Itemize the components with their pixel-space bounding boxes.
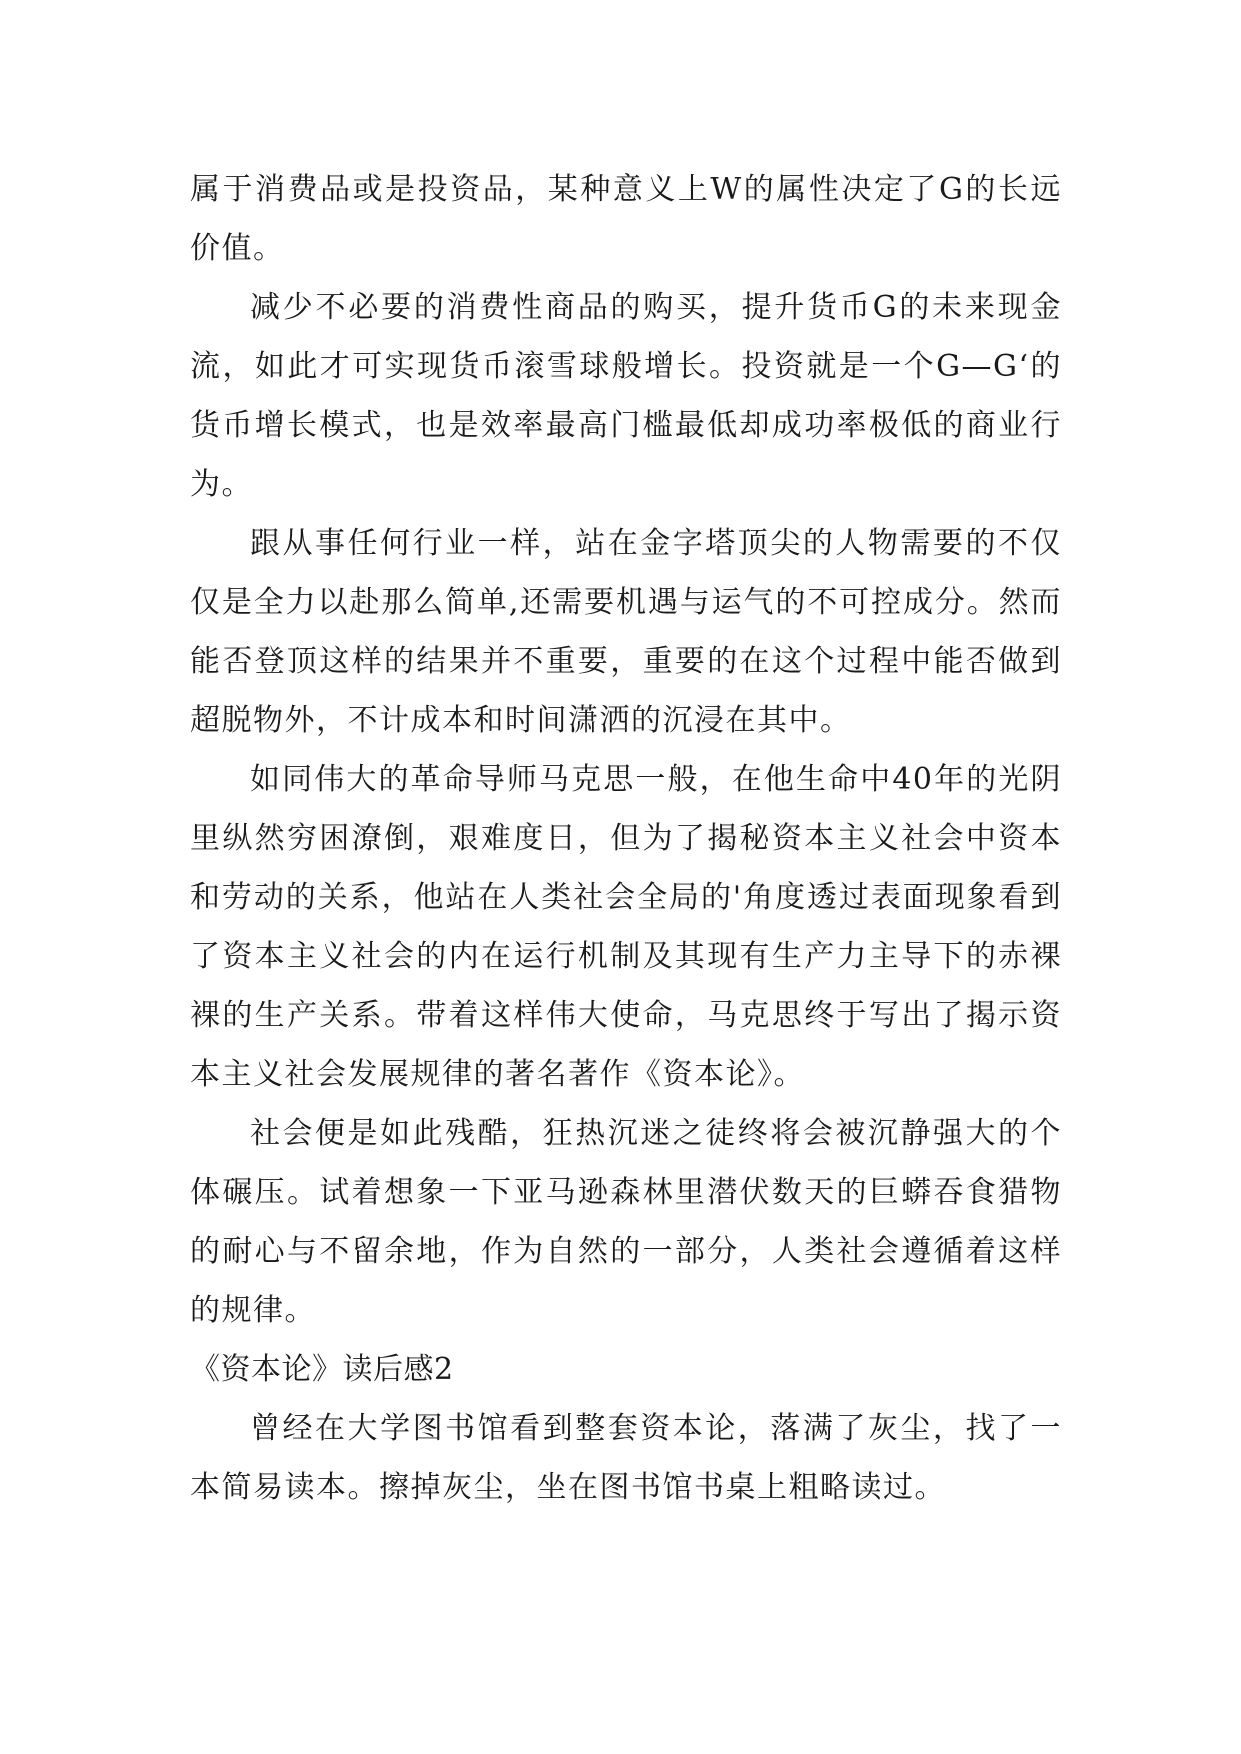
paragraph-3: 跟从事任何行业一样，站在金字塔顶尖的人物需要的不仅仅是全力以赴那么简单,还需要机遇与运气的不可控成分。然而能否登顶这样的结果并不重要，重要的在这个过程中能否做到超脱物外，不计成本和时间潇洒的沉浸在其中。 xyxy=(190,526,1062,738)
paragraph-2: 减少不必要的消费性商品的购买，提升货币G的未来现金流，如此才可实现货币滚雪球般增长。投资就是一个G—G‘的货币增长模式，也是效率最高门槛最低却成功率极低的商业行为。 xyxy=(190,290,1062,502)
section-heading: 《资本论》读后感2 xyxy=(190,1352,454,1387)
paragraph-1: 属于消费品或是投资品，某种意义上W的属性决定了G的长远价值。 xyxy=(190,172,1062,266)
document-body xyxy=(190,160,1062,1517)
paragraph-6: 曾经在大学图书馆看到整套资本论，落满了灰尘，找了一本简易读本。擦掉灰尘，坐在图书馆书桌上粗略读过。 xyxy=(190,1411,1062,1505)
paragraph-4: 如同伟大的革命导师马克思一般，在他生命中40年的光阴里纵然穷困潦倒，艰难度日，但为了揭秘资本主义社会中资本和劳动的关系，他站在人类社会全局的'角度透过表面现象看到了资本主义社会的内在运行机制及其现有生产力主导下的赤裸裸的生产关系。带着这样伟大使命，马克思终于写出了揭示资本主义社会发展规律的著名著作《资本论》。 xyxy=(190,762,1062,1092)
paragraph-5: 社会便是如此残酷，狂热沉迷之徒终将会被沉静强大的个体碾压。试着想象一下亚马逊森林里潜伏数天的巨蟒吞食猎物的耐心与不留余地，作为自然的一部分，人类社会遵循着这样的规律。 xyxy=(190,1116,1062,1328)
